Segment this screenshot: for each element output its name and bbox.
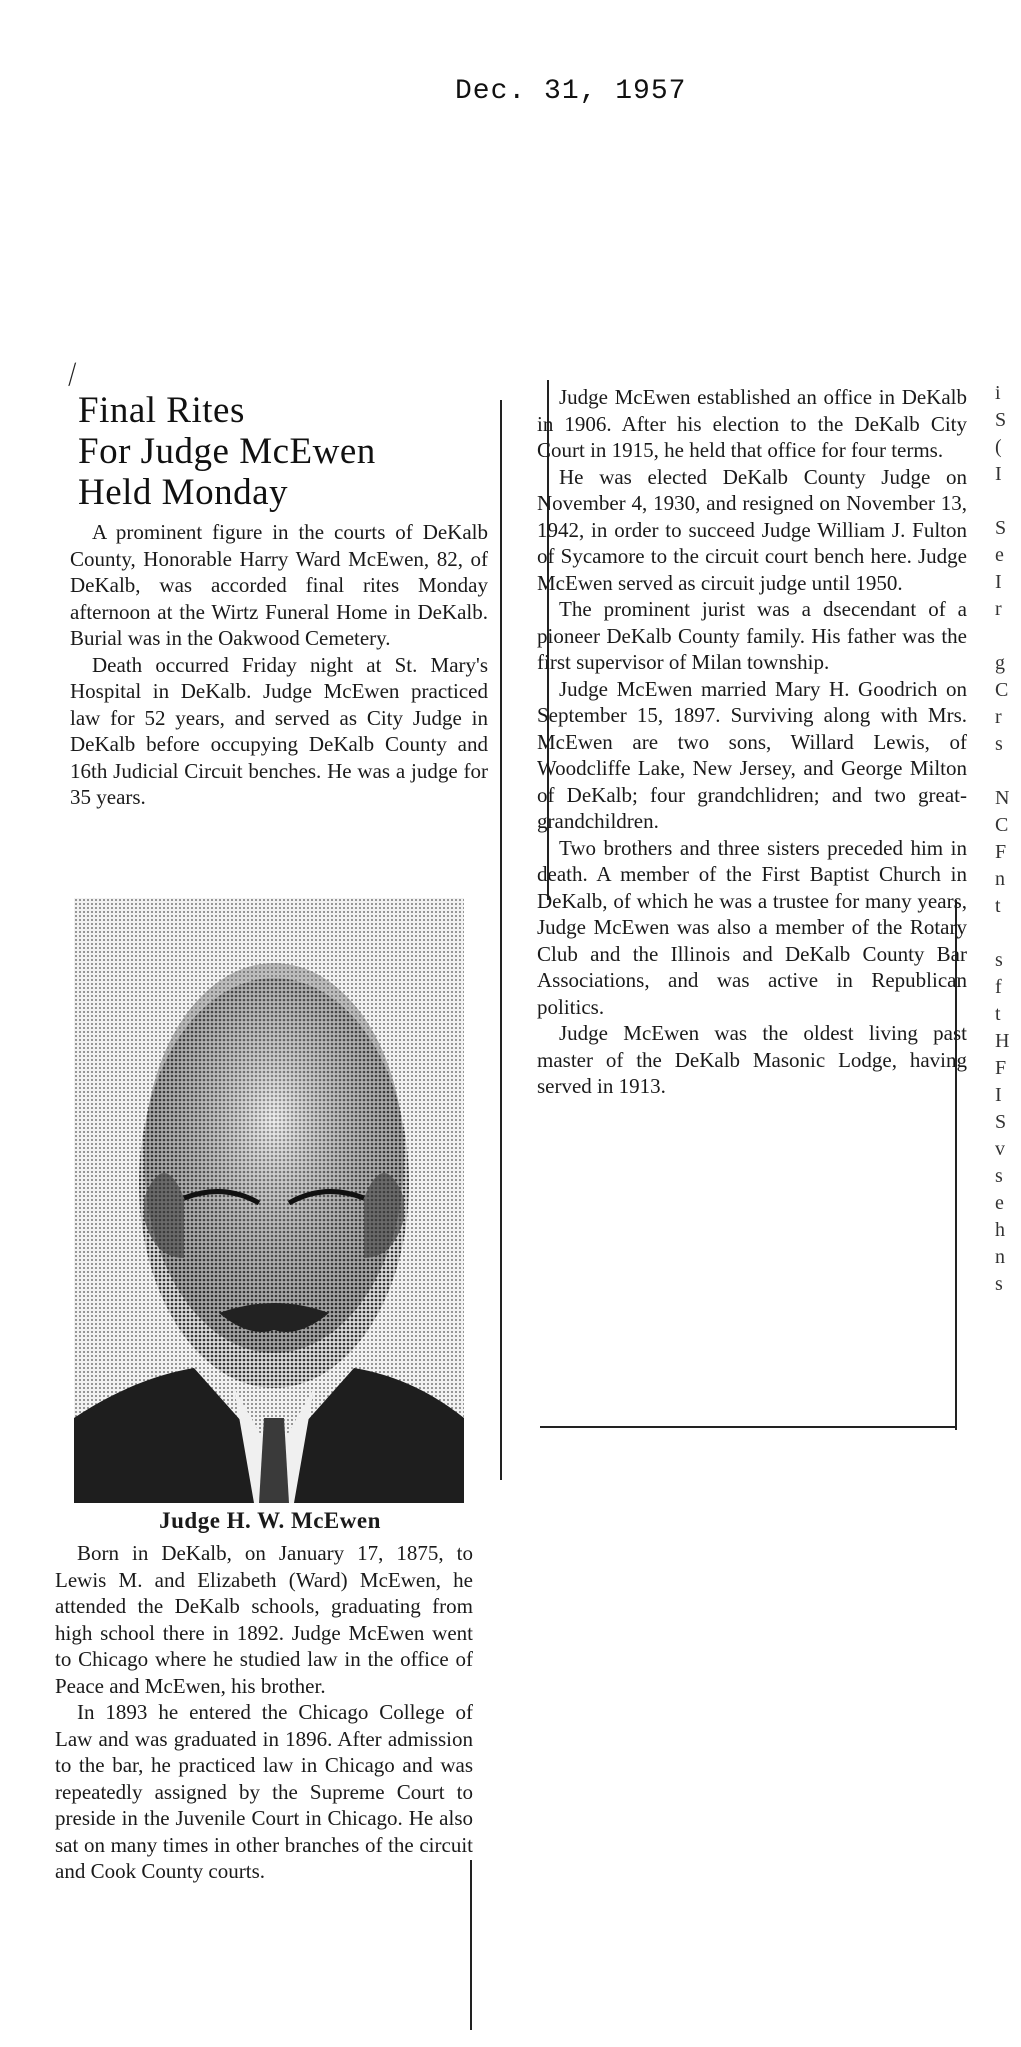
fragment-char: g xyxy=(995,652,1005,674)
column-3 xyxy=(55,1540,473,1885)
fragment-char: s xyxy=(995,949,1003,971)
column-1 xyxy=(70,390,488,811)
fragment-char: v xyxy=(995,1138,1005,1160)
column-rule-left xyxy=(500,400,502,1480)
fragment-char: H xyxy=(995,1030,1010,1052)
next-column-fragments xyxy=(995,380,1021,1298)
fragment-char: t xyxy=(995,1003,1001,1025)
fragment-char: s xyxy=(995,733,1003,755)
column-rule-bottom xyxy=(540,1426,955,1428)
fragment-char: h xyxy=(995,1219,1005,1241)
fragment-char: F xyxy=(995,841,1007,863)
fragment-char: I xyxy=(995,1084,1002,1106)
fragment-char xyxy=(995,488,1021,515)
fragment-char: n xyxy=(995,1246,1005,1268)
paragraph: Born in DeKalb, on January 17, 1875, to Lewis M. and Elizabeth (Ward) McEwen, he attended the DeKalb schools, graduating from high school there in 1892. Judge McEwen went to Chicago where he studied law in the office of Peace and McEwen, his brother. xyxy=(55,1541,473,1698)
photo-caption: Judge H. W. McEwen xyxy=(159,1508,381,1533)
fragment-char: I xyxy=(995,463,1002,485)
column-rule-lower-right xyxy=(470,1860,472,2030)
fragment-char xyxy=(995,920,1021,947)
paragraph: Judge McEwen married Mary H. Goodrich on September 15, 1897. Surviving along with Mrs. McEwen are two sons, Willard Lewis, of Woodcliffe Lake, New Jersey, and George Milton of DeKalb; four grandchlidren; and two great-grandchildren. xyxy=(537,676,967,833)
paragraph: Judge McEwen established an office in DeKalb in 1906. After his election to the DeKalb City Court in 1915, he held that office for four terms. xyxy=(537,385,967,462)
fragment-char: r xyxy=(995,598,1002,620)
fragment-char: f xyxy=(995,976,1002,998)
headline-line-2: For Judge McEwen xyxy=(78,431,376,472)
headline-line-1: Final Rites xyxy=(78,390,245,431)
fragment-char: S xyxy=(995,409,1007,431)
fragment-char: i xyxy=(995,382,1001,404)
fragment-char: t xyxy=(995,895,1001,917)
fragment-char xyxy=(995,623,1021,650)
fragment-char: n xyxy=(995,868,1005,890)
fragment-char: S xyxy=(995,1111,1007,1133)
fragment-char: C xyxy=(995,679,1009,701)
fragment-char: F xyxy=(995,1057,1007,1079)
clipping-date: Dec. 31, 1957 xyxy=(455,76,687,107)
column-2 xyxy=(537,384,967,1100)
paragraph: In 1893 he entered the Chicago College of Law and was graduated in 1896. After admission to the bar, he practiced law in Chicago and was repeatedly assigned by the Supreme Court to preside in the Juvenile Court in Chicago. He also sat on many times in other branches of the circuit and Cook County courts. xyxy=(55,1700,473,1883)
fragment-char: I xyxy=(995,571,1002,593)
fragment-char: ( xyxy=(995,436,1002,458)
fragment-char xyxy=(995,758,1021,785)
fragment-char: e xyxy=(995,544,1004,566)
paragraph: Death occurred Friday night at St. Mary's Hospital in DeKalb. Judge McEwen practiced law for 52 years, and served as City Judge in DeKalb before occupying DeKalb County and 16th Judicial Circuit benches. He was a judge for 35 years. xyxy=(70,652,488,809)
fragment-char: r xyxy=(995,706,1002,728)
clipping-mark-icon: ⁄ xyxy=(64,358,81,391)
fragment-char: S xyxy=(995,517,1007,539)
portrait-photo-icon xyxy=(74,898,464,1503)
fragment-char: N xyxy=(995,787,1010,809)
fragment-char: s xyxy=(995,1273,1003,1295)
paragraph: He was elected DeKalb County Judge on November 4, 1930, and resigned on November 13, 1942, in order to succeed Judge William J. Fulton of Sycamore to the circuit court bench here. Judge McEwen served as circuit judge until 1950. xyxy=(537,464,967,595)
paragraph: Two brothers and three sisters preceded him in death. A member of the First Baptist Church in DeKalb, of which he was a trustee for many years, Judge McEwen was also a member of the Rotary Club and the Illinois and DeKalb County Bar Associations, and was active in Republican politics. xyxy=(537,835,967,1019)
paragraph: A prominent figure in the courts of DeKalb County, Honorable Harry Ward McEwen, 82, of DeKalb, was accorded final rites Monday afternoon at the Wirtz Funeral Home in DeKalb. Burial was in the Oakwood Cemetery. xyxy=(70,520,488,650)
paragraph: Judge McEwen was the oldest living past master of the DeKalb Masonic Lodge, having served in 1913. xyxy=(537,1021,967,1098)
portrait-photo xyxy=(74,898,464,1503)
paragraph: The prominent jurist was a dsecendant of a pioneer DeKalb County family. His father was the first supervisor of Milan township. xyxy=(537,597,967,674)
fragment-char: C xyxy=(995,814,1009,836)
fragment-char: s xyxy=(995,1165,1003,1187)
fragment-char: e xyxy=(995,1192,1004,1214)
headline-line-3: Held Monday xyxy=(78,472,288,513)
headline xyxy=(78,390,488,513)
